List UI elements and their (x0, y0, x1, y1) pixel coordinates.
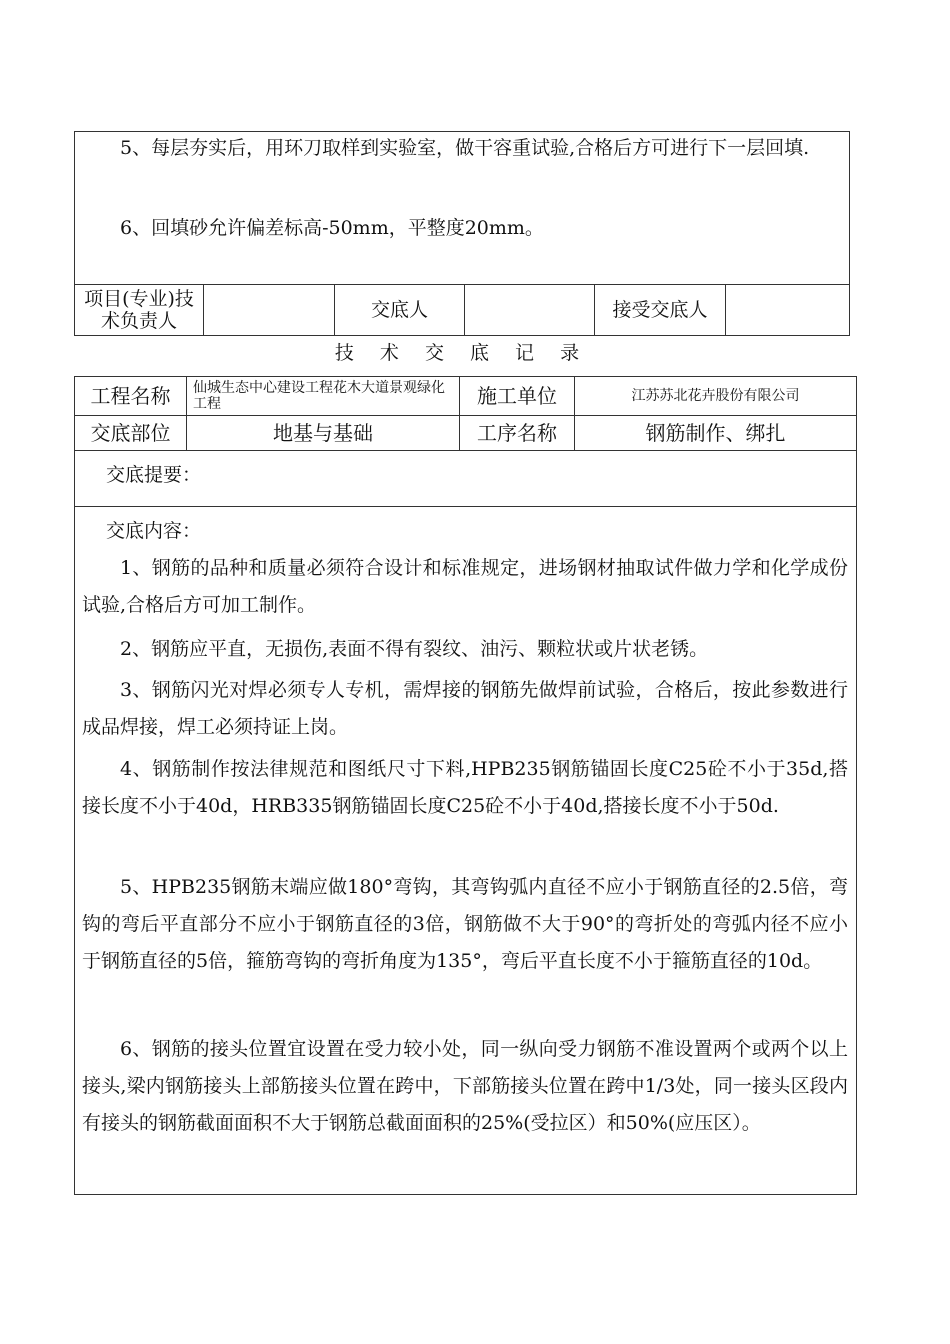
previous-item-6: 6、回填砂允许偏差标高-50mm，平整度20mm。 (120, 217, 544, 239)
content-item-6: 6、钢筋的接头位置宜设置在受力较小处，同一纵向受力钢筋不准设置两个或两个以上接头,梁内钢筋接头上部筋接头位置在跨中，下部筋接头位置在跨中1/3处，同一接头区段内有接头的钢筋截面面积不大于钢筋总截面面积的25%(受拉区）和50%(应压区）。 (82, 1038, 848, 1134)
project-name-label: 工程名称 (74, 376, 187, 416)
project-name-value: 仙城生态中心建设工程花木大道景观绿化工程 (186, 376, 460, 416)
receiver-value (725, 284, 850, 336)
summary-label: 交底提要： (106, 464, 202, 486)
location-label: 交底部位 (74, 415, 187, 451)
process-value: 钢筋制作、绑扎 (574, 415, 857, 451)
content-item-1: 1、钢筋的品种和质量必须符合设计和标准规定，进场钢材抽取试件做力学和化学成份试验,合格后方可加工制作。 (82, 557, 848, 616)
content-item-4: 4、钢筋制作按法律规范和图纸尺寸下料,HPB235钢筋锚固长度C25砼不小于35d,搭接长度不小于40d，HRB335钢筋锚固长度C25砼不小于40d,搭接长度不小于50d. (82, 758, 848, 817)
record-heading: 技 术 交 底 记 录 (334, 342, 590, 364)
construction-unit-value: 江苏苏北花卉股份有限公司 (574, 376, 857, 416)
presenter-label: 交底人 (334, 284, 465, 336)
tech-lead-value (203, 284, 335, 336)
receiver-label: 接受交底人 (594, 284, 726, 336)
content-label: 交底内容： (106, 520, 202, 542)
location-value: 地基与基础 (186, 415, 460, 451)
construction-unit-label: 施工单位 (459, 376, 575, 416)
previous-item-5: 5、每层夯实后，用环刀取样到实验室，做干容重试验,合格后方可进行下一层回填. (120, 137, 810, 159)
content-item-3: 3、钢筋闪光对焊必须专人专机，需焊接的钢筋先做焊前试验，合格后，按此参数进行成品焊接，焊工必须持证上岗。 (82, 679, 848, 738)
tech-lead-label: 项目(专业)技术负责人 (74, 284, 204, 336)
presenter-value (464, 284, 595, 336)
content-item-5: 5、HPB235钢筋末端应做180°弯钩，其弯钩弧内直径不应小于钢筋直径的2.5倍，弯钩的弯后平直部分不应小于钢筋直径的3倍，钢筋做不大于90°的弯折处的弯弧内径不应小于钢筋直径的5倍，箍筋弯钩的弯折角度为135°，弯后平直长度不小于箍筋直径的10d。 (82, 876, 848, 972)
content-item-2: 2、钢筋应平直，无损伤,表面不得有裂纹、油污、颗粒状或片状老锈。 (120, 638, 709, 660)
process-label: 工序名称 (459, 415, 575, 451)
